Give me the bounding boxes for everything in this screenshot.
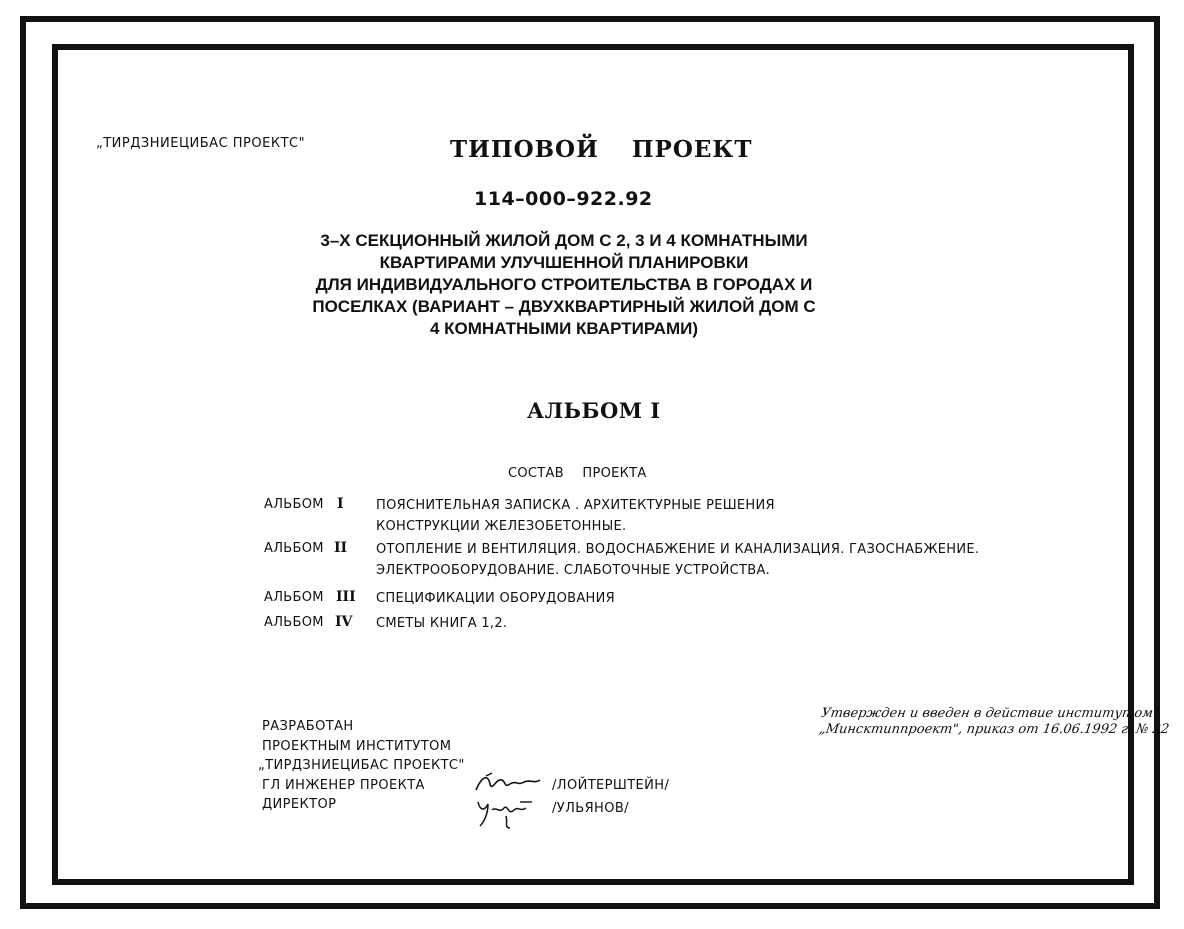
album-number: I [337, 496, 344, 512]
chief-engineer-name: /ЛОЙТЕРШТЕЙН/ [552, 778, 670, 793]
album-label: АЛЬБОМ [264, 590, 324, 605]
approval-note [818, 706, 1173, 738]
project-description [300, 230, 828, 340]
album-label: АЛЬБОМ [264, 615, 324, 630]
album-number: II [334, 540, 348, 556]
album-number: IV [335, 614, 353, 630]
description-line: ПОСЕЛКАХ (ВАРИАНТ – ДВУХКВАРТИРНЫЙ ЖИЛОЙ ДОМ С [312, 297, 816, 316]
album-line: ЭЛЕКТРООБОРУДОВАНИЕ. СЛАБОТОЧНЫЕ УСТРОЙСТВА. [376, 563, 771, 578]
chief-engineer-signature [472, 770, 544, 796]
director-role: ДИРЕКТОР [262, 797, 337, 812]
album-label: АЛЬБОМ [264, 497, 324, 512]
album-line: ПОЯСНИТЕЛЬНАЯ ЗАПИСКА . АРХИТЕКТУРНЫЕ РЕШЕНИЯ [376, 498, 775, 513]
chief-engineer-role: ГЛ ИНЖЕНЕР ПРОЕКТА [262, 778, 425, 793]
project-number: 114–000–922.92 [474, 188, 653, 210]
album-line: ОТОПЛЕНИЕ И ВЕНТИЛЯЦИЯ. ВОДОСНАБЖЕНИЕ И КАНАЛИЗАЦИЯ. ГАЗОСНАБЖЕНИЕ. [376, 542, 980, 557]
description-line: КВАРТИРАМИ УЛУЧШЕННОЙ ПЛАНИРОВКИ [379, 253, 749, 272]
approval-line: Утвержден и введен в действие институтом [820, 706, 1155, 721]
album-heading: АЛЬБОМ I [527, 398, 661, 423]
composition-heading: СОСТАВ ПРОЕКТА [508, 466, 647, 481]
page-title: ТИПОВОЙ ПРОЕКТ [450, 136, 753, 163]
album-content [376, 495, 775, 537]
developer-line: „ТИРДЗНИЕЦИБАС ПРОЕКТС" [258, 758, 465, 773]
director-name: /УЛЬЯНОВ/ [552, 801, 629, 816]
description-line: 3–Х СЕКЦИОННЫЙ ЖИЛОЙ ДОМ С 2, 3 И 4 КОМНАТНЫМИ [320, 231, 808, 250]
album-line: КОНСТРУКЦИИ ЖЕЛЕЗОБЕТОННЫЕ. [376, 519, 627, 534]
album-content [376, 613, 507, 634]
developer-line: ПРОЕКТНЫМ ИНСТИТУТОМ [262, 739, 452, 754]
album-line: СМЕТЫ КНИГА 1,2. [376, 616, 508, 631]
album-line: СПЕЦИФИКАЦИИ ОБОРУДОВАНИЯ [376, 591, 615, 606]
organization-top: „ТИРДЗНИЕЦИБАС ПРОЕКТС" [96, 136, 306, 151]
album-label: АЛЬБОМ [264, 541, 324, 556]
inner-frame [52, 44, 1134, 885]
description-line: 4 КОМНАТНЫМИ КВАРТИРАМИ) [429, 319, 698, 338]
director-signature [474, 796, 536, 832]
album-content [376, 588, 615, 609]
album-content [376, 539, 979, 581]
developer-line: РАЗРАБОТАН [262, 719, 354, 734]
description-line: ДЛЯ ИНДИВИДУАЛЬНОГО СТРОИТЕЛЬСТВА В ГОРОДАХ И [315, 275, 813, 294]
approval-line: „Минсктиппроект", приказ от 16.06.1992 г. № 22 [817, 722, 1171, 737]
album-number: III [336, 589, 356, 605]
